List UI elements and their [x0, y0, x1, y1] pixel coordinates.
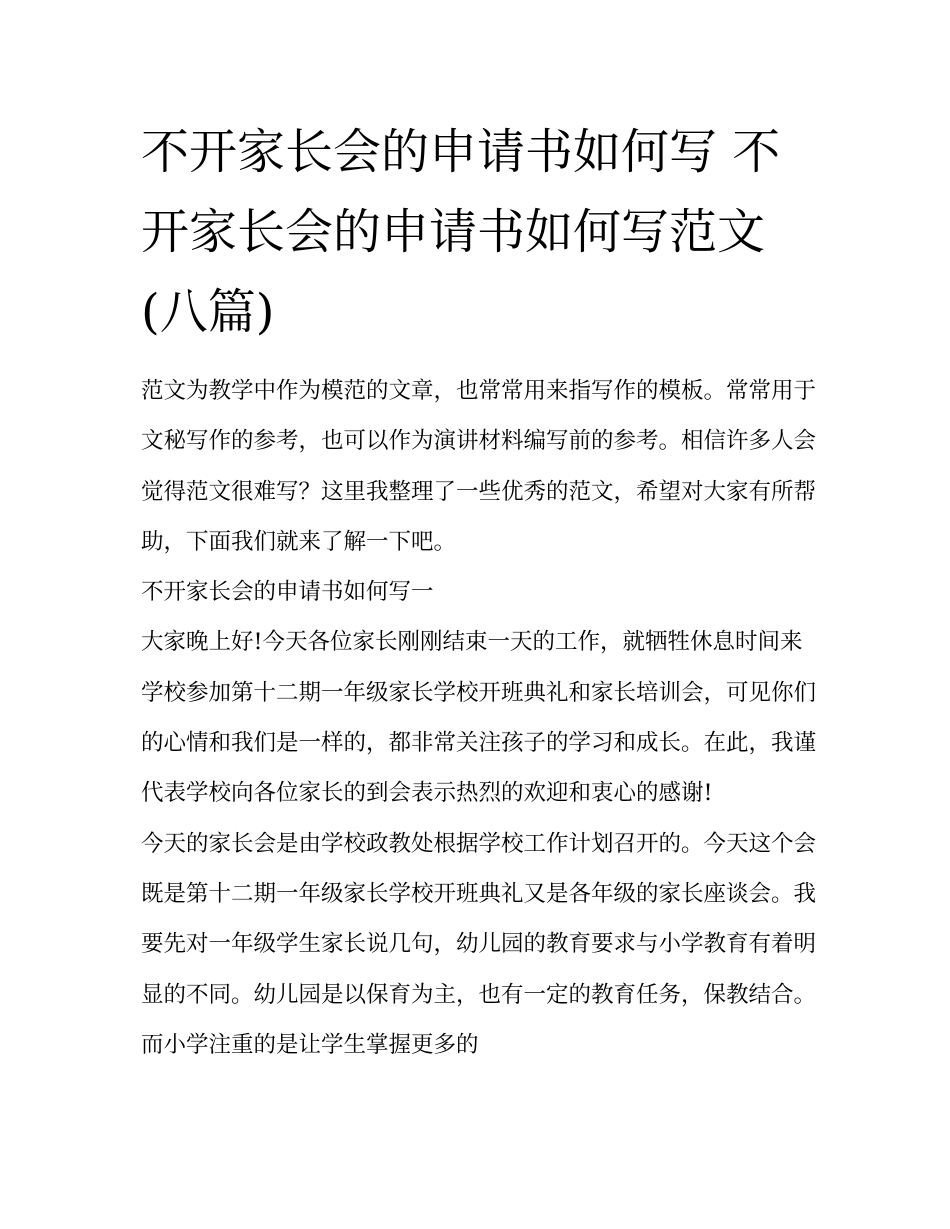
section-heading: 不开家长会的申请书如何写一	[141, 579, 434, 606]
document-content	[141, 112, 817, 1070]
body-paragraph: 大家晚上好!今天各位家长刚刚结束一天的工作，就牺牲休息时间来学校参加第十二期一年级家长学校开班典礼和家长培训会，可见你们的心情和我们是一样的，都非常关注孩子的学习和成长。在此，我谨代表学校向各位家长的到会表示热烈的欢迎和衷心的感谢!	[141, 629, 817, 807]
intro-paragraph: 范文为教学中作为模范的文章，也常常用来指写作的模板。常常用于文秘写作的参考，也可以作为演讲材料编写前的参考。相信许多人会觉得范文很难写？这里我整理了一些优秀的范文，希望对大家有所帮助，下面我们就来了解一下吧。	[141, 378, 817, 555]
body-paragraph: 今天的家长会是由学校政教处根据学校工作计划召开的。今天这个会既是第十二期一年级家长学校开班典礼又是各年级的家长座谈会。我要先对一年级学生家长说几句，幼儿园的教育要求与小学教育有着明显的不同。幼儿园是以保育为主，也有一定的教育任务，保教结合。而小学注重的是让学生掌握更多的	[141, 830, 817, 1058]
document-title: 不开家长会的申请书如何写 不开家长会的申请书如何写范文(八篇)	[141, 124, 781, 340]
document-body	[141, 366, 817, 1070]
